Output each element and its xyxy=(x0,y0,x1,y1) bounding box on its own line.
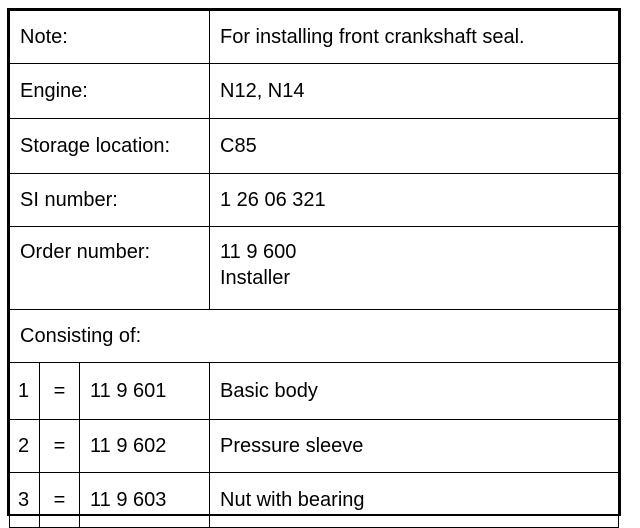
row-note xyxy=(10,11,619,64)
storage-location-value: C85 xyxy=(210,119,619,174)
part-name: Basic body xyxy=(210,363,619,420)
part-index: 1 xyxy=(10,363,40,420)
storage-location-label: Storage location: xyxy=(10,119,210,174)
part-row xyxy=(10,420,619,473)
order-number-name: Installer xyxy=(220,267,291,289)
row-engine xyxy=(10,64,619,119)
part-separator: = xyxy=(40,363,80,420)
part-number: 11 9 603 xyxy=(80,473,210,528)
part-row xyxy=(10,473,619,528)
row-storage-location xyxy=(10,119,619,174)
si-number-value: 1 26 06 321 xyxy=(210,174,619,227)
part-number: 11 9 601 xyxy=(80,363,210,420)
part-separator: = xyxy=(40,420,80,473)
consisting-of-label: Consisting of: xyxy=(10,310,619,363)
part-index: 2 xyxy=(10,420,40,473)
part-number: 11 9 602 xyxy=(80,420,210,473)
order-number-code: 11 9 600 xyxy=(220,241,297,263)
part-index: 3 xyxy=(10,473,40,528)
note-label: Note: xyxy=(10,11,210,64)
engine-value: N12, N14 xyxy=(210,64,619,119)
part-separator: = xyxy=(40,473,80,528)
row-consisting-of xyxy=(10,310,619,363)
note-value: For installing front crankshaft seal. xyxy=(210,11,619,64)
tool-info-sheet xyxy=(7,8,621,516)
tool-info-table xyxy=(9,10,619,528)
order-number-label: Order number: xyxy=(10,227,210,310)
order-number-value xyxy=(210,227,619,310)
row-order-number xyxy=(10,227,619,310)
part-name: Nut with bearing xyxy=(210,473,619,528)
row-si-number xyxy=(10,174,619,227)
si-number-label: SI number: xyxy=(10,174,210,227)
part-name: Pressure sleeve xyxy=(210,420,619,473)
engine-label: Engine: xyxy=(10,64,210,119)
part-row xyxy=(10,363,619,420)
